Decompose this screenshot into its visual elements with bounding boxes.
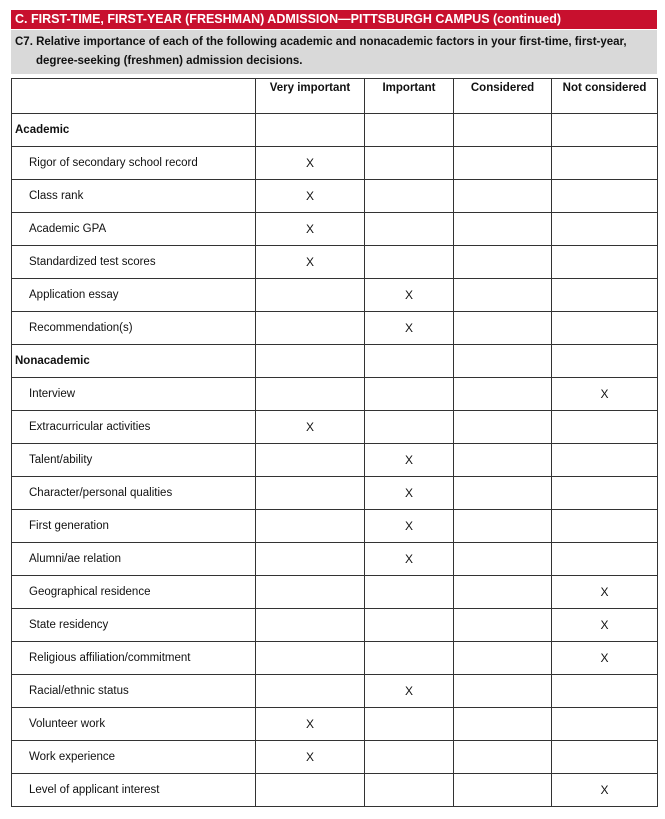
important-cell xyxy=(365,741,454,774)
table-row xyxy=(12,411,658,444)
important-cell xyxy=(365,774,454,807)
factor-label: Character/personal qualities xyxy=(12,477,256,510)
not-considered-cell: X xyxy=(552,576,658,609)
factor-label: Application essay xyxy=(12,279,256,312)
important-cell xyxy=(365,609,454,642)
question-text xyxy=(11,30,657,74)
question-line-1: C7. Relative importance of each of the following academic and nonacademic factors in your first-time, first-year, xyxy=(15,36,627,48)
table-row xyxy=(12,741,658,774)
header-considered: Considered xyxy=(454,79,552,114)
important-cell xyxy=(365,642,454,675)
table-row xyxy=(12,378,658,411)
table-row xyxy=(12,312,658,345)
very-important-cell xyxy=(256,279,365,312)
important-cell: X xyxy=(365,312,454,345)
important-cell: X xyxy=(365,477,454,510)
table-header-row xyxy=(12,79,658,114)
very-important-cell xyxy=(256,609,365,642)
important-cell xyxy=(365,378,454,411)
table-group-row xyxy=(12,345,658,378)
table-row xyxy=(12,279,658,312)
factor-label: Interview xyxy=(12,378,256,411)
very-important-cell xyxy=(256,543,365,576)
not-considered-cell xyxy=(552,279,658,312)
important-cell xyxy=(365,114,454,147)
factor-label: State residency xyxy=(12,609,256,642)
very-important-cell xyxy=(256,378,365,411)
header-not-considered: Not considered xyxy=(552,79,658,114)
table-body xyxy=(12,114,658,807)
factor-label: First generation xyxy=(12,510,256,543)
admission-factors-table xyxy=(11,78,658,807)
table-row xyxy=(12,246,658,279)
important-cell: X xyxy=(365,543,454,576)
table-group-row xyxy=(12,114,658,147)
very-important-cell xyxy=(256,576,365,609)
factor-label: Level of applicant interest xyxy=(12,774,256,807)
very-important-cell xyxy=(256,477,365,510)
table-row xyxy=(12,543,658,576)
not-considered-cell xyxy=(552,708,658,741)
factor-label: Extracurricular activities xyxy=(12,411,256,444)
very-important-cell: X xyxy=(256,411,365,444)
very-important-cell xyxy=(256,444,365,477)
important-cell: X xyxy=(365,444,454,477)
header-factor xyxy=(12,79,256,114)
factor-label: Rigor of secondary school record xyxy=(12,147,256,180)
factor-label: Standardized test scores xyxy=(12,246,256,279)
very-important-cell: X xyxy=(256,708,365,741)
not-considered-cell xyxy=(552,741,658,774)
considered-cell xyxy=(454,543,552,576)
not-considered-cell xyxy=(552,411,658,444)
important-cell: X xyxy=(365,675,454,708)
important-cell xyxy=(365,708,454,741)
table-row xyxy=(12,609,658,642)
considered-cell xyxy=(454,378,552,411)
very-important-cell xyxy=(256,675,365,708)
very-important-cell xyxy=(256,774,365,807)
factor-label: Racial/ethnic status xyxy=(12,675,256,708)
factor-label: Geographical residence xyxy=(12,576,256,609)
important-cell xyxy=(365,576,454,609)
considered-cell xyxy=(454,675,552,708)
factor-label: Talent/ability xyxy=(12,444,256,477)
table-row xyxy=(12,444,658,477)
header-important: Important xyxy=(365,79,454,114)
important-cell xyxy=(365,213,454,246)
important-cell xyxy=(365,411,454,444)
considered-cell xyxy=(454,246,552,279)
important-cell xyxy=(365,345,454,378)
not-considered-cell xyxy=(552,312,658,345)
considered-cell xyxy=(454,477,552,510)
group-label: Nonacademic xyxy=(12,345,256,378)
table-row xyxy=(12,180,658,213)
factor-label: Alumni/ae relation xyxy=(12,543,256,576)
considered-cell xyxy=(454,642,552,675)
factor-label: Academic GPA xyxy=(12,213,256,246)
important-cell xyxy=(365,180,454,213)
table-row xyxy=(12,477,658,510)
very-important-cell xyxy=(256,642,365,675)
important-cell xyxy=(365,147,454,180)
table-row xyxy=(12,576,658,609)
question-line-2: degree-seeking (freshmen) admission decisions. xyxy=(36,55,303,67)
considered-cell xyxy=(454,708,552,741)
table-row xyxy=(12,510,658,543)
header-very-important: Very important xyxy=(256,79,365,114)
factor-label: Class rank xyxy=(12,180,256,213)
considered-cell xyxy=(454,609,552,642)
not-considered-cell: X xyxy=(552,378,658,411)
considered-cell xyxy=(454,213,552,246)
important-cell: X xyxy=(365,279,454,312)
very-important-cell: X xyxy=(256,246,365,279)
very-important-cell xyxy=(256,312,365,345)
factor-label: Work experience xyxy=(12,741,256,774)
not-considered-cell: X xyxy=(552,642,658,675)
group-label: Academic xyxy=(12,114,256,147)
table-row xyxy=(12,147,658,180)
table-row xyxy=(12,213,658,246)
factor-label: Volunteer work xyxy=(12,708,256,741)
not-considered-cell xyxy=(552,246,658,279)
not-considered-cell xyxy=(552,180,658,213)
considered-cell xyxy=(454,411,552,444)
very-important-cell xyxy=(256,510,365,543)
not-considered-cell xyxy=(552,675,658,708)
not-considered-cell xyxy=(552,114,658,147)
very-important-cell: X xyxy=(256,741,365,774)
not-considered-cell: X xyxy=(552,609,658,642)
not-considered-cell xyxy=(552,345,658,378)
table-row xyxy=(12,675,658,708)
considered-cell xyxy=(454,279,552,312)
section-title: C. FIRST-TIME, FIRST-YEAR (FRESHMAN) ADMISSION—PITTSBURGH CAMPUS (continued) xyxy=(11,10,657,29)
not-considered-cell xyxy=(552,213,658,246)
important-cell xyxy=(365,246,454,279)
table-row xyxy=(12,708,658,741)
not-considered-cell xyxy=(552,543,658,576)
considered-cell xyxy=(454,114,552,147)
very-important-cell: X xyxy=(256,147,365,180)
factor-label: Religious affiliation/commitment xyxy=(12,642,256,675)
not-considered-cell: X xyxy=(552,774,658,807)
considered-cell xyxy=(454,345,552,378)
very-important-cell: X xyxy=(256,180,365,213)
considered-cell xyxy=(454,312,552,345)
considered-cell xyxy=(454,741,552,774)
not-considered-cell xyxy=(552,510,658,543)
important-cell: X xyxy=(365,510,454,543)
considered-cell xyxy=(454,774,552,807)
not-considered-cell xyxy=(552,444,658,477)
not-considered-cell xyxy=(552,477,658,510)
considered-cell xyxy=(454,510,552,543)
considered-cell xyxy=(454,147,552,180)
considered-cell xyxy=(454,444,552,477)
table-row xyxy=(12,774,658,807)
considered-cell xyxy=(454,576,552,609)
table-row xyxy=(12,642,658,675)
very-important-cell xyxy=(256,114,365,147)
considered-cell xyxy=(454,180,552,213)
factor-label: Recommendation(s) xyxy=(12,312,256,345)
very-important-cell: X xyxy=(256,213,365,246)
very-important-cell xyxy=(256,345,365,378)
not-considered-cell xyxy=(552,147,658,180)
